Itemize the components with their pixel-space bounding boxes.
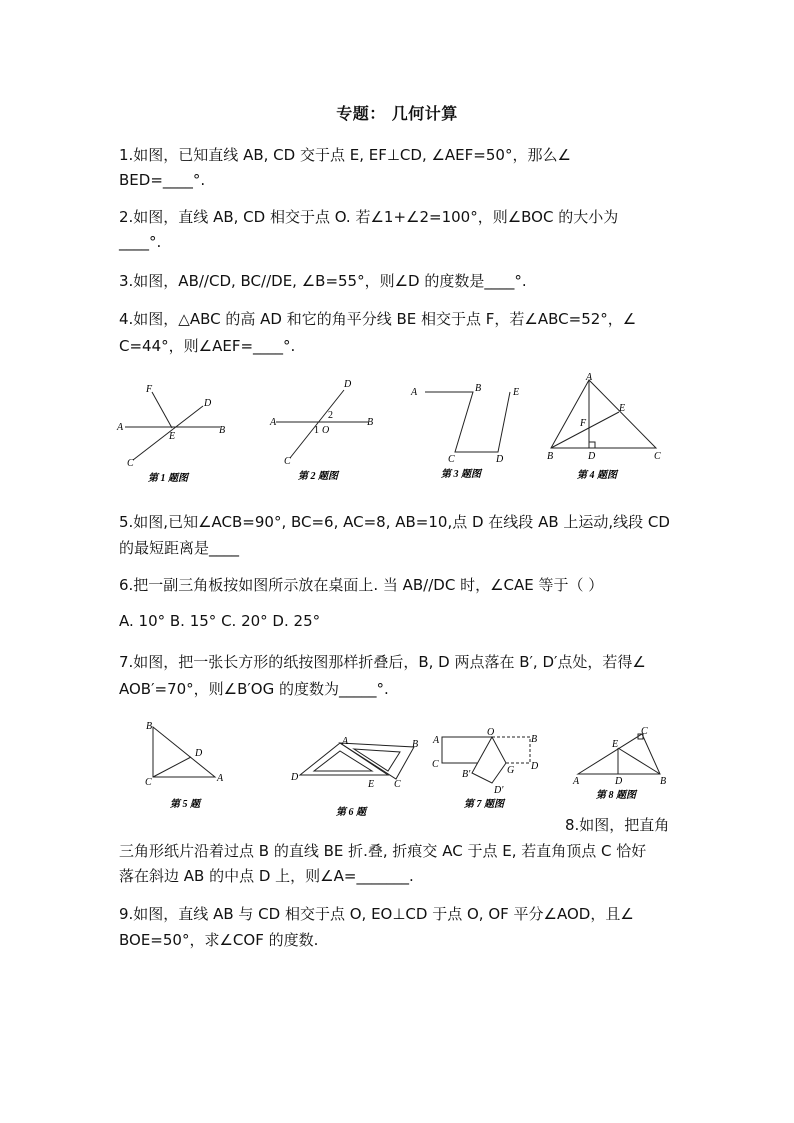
q6-line: 6.把一副三角板按如图所示放在桌面上. 当 AB//DC 时，∠CAE 等于（ ） — [119, 576, 604, 594]
q5-line2: 的最短距离是____ — [119, 539, 240, 557]
q9-line1: 9.如图，直线 AB 与 CD 相交于点 O, EO⊥CD 于点 O, OF 平分∠AOD，且∠ — [119, 905, 634, 923]
label-A: A — [217, 773, 224, 784]
figure-1-caption: 第 1 题图 — [148, 473, 188, 484]
page-title: 专题： 几何计算 — [336, 104, 458, 123]
label-D: D — [204, 398, 212, 409]
q7-line2: AOB′=70°，则∠B′OG 的度数为_____°. — [119, 680, 389, 698]
q2-line1: 2.如图，直线 AB, CD 相交于点 O. 若∠1+∠2=100°，则∠BOC 的大小为 — [119, 208, 619, 226]
q3-line: 3.如图，AB//CD, BC//DE, ∠B=55°，则∠D 的度数是____°. — [119, 272, 527, 290]
label-B: B — [146, 721, 153, 732]
figure-1 — [115, 378, 235, 492]
figure-6 — [288, 733, 423, 827]
q4-line1: 4.如图，△ABC 的高 AD 和它的角平分线 BE 相交于点 F，若∠ABC=52°，∠ — [119, 310, 637, 328]
figure-8-caption: 第 8 题图 — [596, 790, 636, 801]
label-angle-1: 1 — [314, 425, 319, 436]
figure-3-caption: 第 3 题图 — [441, 469, 481, 480]
figure-1-diagram — [115, 378, 235, 488]
label-C: C — [127, 458, 134, 469]
label-O: O — [322, 425, 330, 436]
label-C: C — [284, 456, 291, 467]
label-D: D — [344, 379, 352, 390]
figure-5-caption: 第 5 题 — [170, 799, 200, 810]
label-D-prime: D' — [494, 785, 504, 796]
figure-5-diagram — [143, 717, 238, 817]
label-D: D — [615, 776, 623, 787]
label-E: E — [612, 739, 619, 750]
figure-4-caption: 第 4 题图 — [577, 470, 617, 481]
q9-line2: BOE=50°，求∠COF 的度数. — [119, 931, 319, 949]
figure-8 — [570, 726, 675, 810]
label-B: B — [547, 451, 554, 462]
label-D: D — [496, 454, 504, 465]
label-C: C — [432, 759, 439, 770]
label-C: C — [654, 451, 661, 462]
q8-line2: 三角形纸片沿着过点 B 的直线 BE 折.叠, 折痕交 AC 于点 E, 若直角顶点 C 恰好 — [119, 842, 647, 860]
label-G: G — [507, 765, 515, 776]
figure-8-diagram — [570, 726, 675, 806]
label-A: A — [270, 417, 277, 428]
label-F: F — [580, 418, 587, 429]
label-C: C — [448, 454, 455, 465]
figure-4-diagram — [544, 372, 669, 487]
figure-2-caption: 第 2 题图 — [298, 471, 338, 482]
figure-7-diagram — [430, 725, 545, 820]
figure-7-caption: 第 7 题图 — [464, 799, 504, 810]
label-A: A — [411, 387, 418, 398]
q8-line1: 8.如图，把直角 — [565, 816, 670, 834]
q1-line1: 1.如图，已知直线 AB, CD 交于点 E, EF⊥CD, ∠AEF=50°，那么∠ — [119, 146, 571, 164]
q8-line3: 落在斜边 AB 的中点 D 上，则∠A=_______. — [119, 867, 414, 885]
figure-2 — [268, 378, 388, 492]
q1-line2: BED=____°. — [119, 171, 206, 189]
figure-2-diagram — [268, 378, 388, 488]
figure-3-diagram — [405, 378, 530, 488]
label-angle-2: 2 — [328, 410, 333, 421]
figure-6-diagram — [288, 733, 423, 823]
label-C: C — [394, 779, 401, 790]
q7-line1: 7.如图，把一张长方形的纸按图那样折叠后，B, D 两点落在 B′, D′点处，若得∠ — [119, 653, 646, 671]
label-E: E — [619, 403, 626, 414]
q5-line1: 5.如图,已知∠ACB=90°, BC=6, AC=8, AB=10,点 D 在线段 AB 上运动,线段 CD — [119, 513, 670, 531]
figure-7 — [430, 725, 545, 824]
label-A: A — [342, 736, 349, 747]
label-B: B — [367, 417, 374, 428]
label-B: B — [475, 383, 482, 394]
q2-line2: ____°. — [119, 233, 162, 251]
label-D: D — [588, 451, 596, 462]
label-B: B — [219, 425, 226, 436]
label-C: C — [641, 726, 648, 737]
figure-5 — [143, 717, 238, 821]
label-C: C — [145, 777, 152, 788]
figure-6-caption: 第 6 题 — [336, 807, 366, 818]
figure-4 — [544, 372, 669, 491]
q6-options: A. 10° B. 15° C. 20° D. 25° — [119, 612, 321, 630]
label-D: D — [291, 772, 299, 783]
figure-3 — [405, 378, 530, 492]
label-O: O — [487, 727, 495, 738]
label-B-prime: B' — [462, 769, 471, 780]
label-F: F — [146, 384, 153, 395]
label-A: A — [586, 372, 593, 383]
label-E: E — [513, 387, 520, 398]
label-B: B — [660, 776, 667, 787]
label-D: D — [531, 761, 539, 772]
label-A: A — [117, 422, 124, 433]
q4-line2: C=44°，则∠AEF=____°. — [119, 337, 296, 355]
label-E: E — [368, 779, 375, 790]
label-B: B — [531, 734, 538, 745]
label-A: A — [433, 735, 440, 746]
label-B: B — [412, 739, 419, 750]
label-E: E — [169, 431, 176, 442]
label-A: A — [573, 776, 580, 787]
label-D: D — [195, 748, 203, 759]
